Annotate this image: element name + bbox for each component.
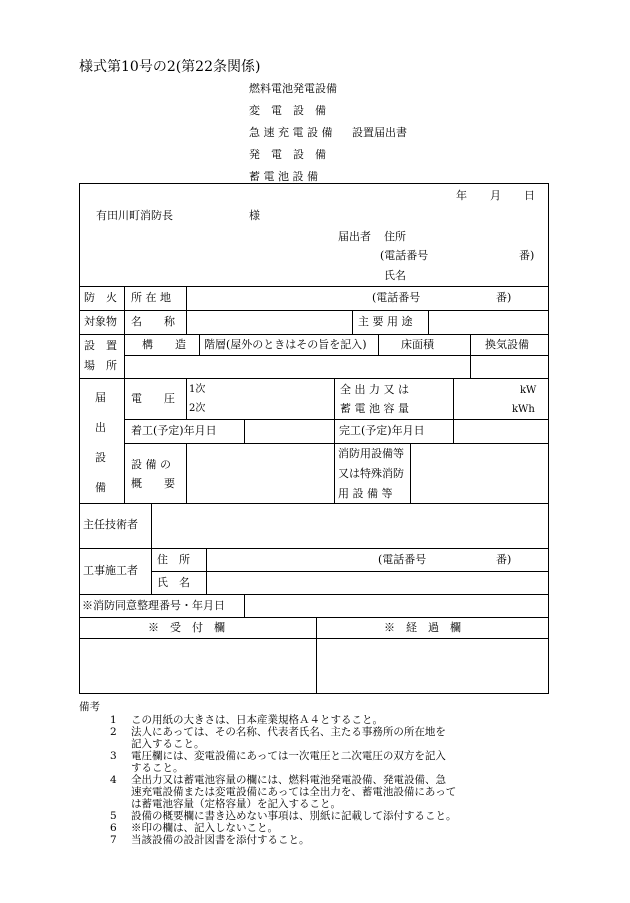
notes-list — [106, 714, 556, 846]
note-line: は蓄電池容量（定格容量）を記入すること。 — [131, 798, 341, 810]
note-line: 当該設備の設計図書を添付すること。 — [131, 834, 310, 846]
note-line: 設備の概要欄に書き込めない事項は、別紙に記載して添付すること。 — [131, 810, 457, 822]
title-type-battery: 蓄 電 池 設 備 — [249, 170, 318, 183]
applicant-label: 届出者 — [338, 230, 371, 243]
note-line: すること。 — [131, 762, 184, 774]
note-line: 速充電設備または変電設備にあっては全出力を、蓄電池設備にあって — [131, 786, 457, 798]
start-date-label: 着工(予定)年月日 — [131, 424, 217, 437]
equipment-label-char2: 出 — [95, 421, 106, 434]
note-item — [106, 750, 556, 774]
fire-equipment-label-line3: 用 設 備 等 — [338, 487, 393, 500]
primary-voltage-label: 1次 — [189, 384, 206, 395]
output-label: 全 出 力 又 は — [340, 383, 409, 396]
note-item — [106, 726, 556, 750]
note-line: 記入すること。 — [131, 738, 205, 750]
contractor-tel-label: (電話番号 — [378, 553, 427, 566]
note-number: 7 — [110, 834, 117, 846]
kwh-unit: kWh — [512, 404, 535, 415]
note-line: ※印の欄は、記入しないこと。 — [131, 822, 278, 834]
applicant-tel-label: (電話番号 — [380, 249, 429, 262]
voltage-label: 電 圧 — [131, 392, 175, 405]
equipment-label-char4: 備 — [95, 481, 106, 494]
battery-capacity-label: 蓄 電 池 容 量 — [340, 402, 409, 415]
title-type-generator: 発 電 設 備 — [249, 148, 326, 161]
contractor-tel-suffix: 番) — [496, 553, 512, 566]
ventilation-label: 換気設備 — [485, 338, 529, 351]
target-label-line1: 防 火 — [84, 291, 117, 304]
date-day: 日 — [524, 189, 535, 202]
target-label-line2: 対象物 — [84, 315, 117, 328]
install-place-label-line2: 場 所 — [84, 359, 117, 372]
addressee: 有田川町消防長 — [96, 209, 173, 222]
date-month: 月 — [490, 189, 501, 202]
note-line: 法人にあっては、その名称、代表者氏名、主たる事務所の所在地を — [131, 726, 446, 738]
title-type-substation: 変 電 設 備 — [249, 104, 326, 117]
contractor-name-label: 氏 名 — [157, 576, 190, 589]
summary-label-line1: 設 備 の — [131, 458, 171, 471]
contractor-label: 工事施工者 — [83, 564, 138, 577]
note-item — [106, 774, 556, 810]
consent-number-label: ※消防同意整理番号・年月日 — [82, 599, 225, 612]
floor-label: 階層(屋外のときはその旨を記入) — [204, 338, 367, 351]
note-number: 4 — [110, 774, 117, 786]
note-item — [106, 810, 556, 822]
note-line: この用紙の大きさは、日本産業規格Ａ４とすること。 — [131, 714, 383, 726]
kw-unit: kW — [520, 385, 537, 396]
location-label: 所 在 地 — [131, 291, 171, 304]
note-line: 全出力又は蓄電池容量の欄には、燃料電池発電設備、発電設備、急 — [131, 774, 446, 786]
fire-equipment-label-line1: 消防用設備等 — [338, 447, 404, 460]
fire-equipment-label-line2: 又は特殊消防 — [338, 467, 404, 480]
title-type-quick-charger: 急 速 充 電 設 備 — [249, 126, 333, 139]
note-item — [106, 834, 556, 846]
title-type-fuel-cell: 燃料電池発電設備 — [249, 82, 337, 95]
floor-area-label: 床面積 — [401, 338, 434, 351]
note-item — [106, 822, 556, 834]
note-item — [106, 714, 556, 726]
notes-heading: 備考 — [79, 701, 100, 713]
contractor-address-label: 住 所 — [157, 553, 190, 566]
secondary-voltage-label: 2次 — [189, 403, 206, 414]
addressee-honorific: 様 — [249, 209, 260, 222]
install-place-label-line1: 設 置 — [84, 339, 117, 352]
form-number: 様式第10号の2(第22条関係) — [79, 59, 261, 75]
note-number: 5 — [110, 810, 117, 822]
finish-date-label: 完工(予定)年月日 — [339, 424, 425, 437]
structure-label: 構 造 — [142, 338, 186, 351]
title-suffix: 設置届出書 — [352, 126, 407, 139]
location-tel-label: (電話番号 — [372, 291, 421, 304]
note-line: 電圧欄には、変電設備にあっては一次電圧と二次電圧の双方を記入 — [131, 750, 446, 762]
note-number: 1 — [110, 714, 117, 726]
location-tel-suffix: 番) — [496, 291, 512, 304]
date-year: 年 — [456, 189, 467, 202]
note-number: 2 — [110, 726, 117, 738]
applicant-address-label: 住所 — [384, 230, 406, 243]
equipment-label-char1: 届 — [95, 391, 106, 404]
equipment-label-char3: 設 — [95, 451, 106, 464]
progress-label: ※ 経 過 欄 — [384, 621, 461, 634]
target-name-label: 名 称 — [131, 315, 175, 328]
note-number: 6 — [110, 822, 117, 834]
summary-label-line2: 概 要 — [131, 477, 175, 490]
applicant-name-label: 氏名 — [384, 269, 406, 282]
main-use-label: 主 要 用 途 — [358, 315, 413, 328]
note-number: 3 — [110, 750, 117, 762]
applicant-tel-suffix: 番) — [519, 249, 535, 262]
chief-engineer-label: 主任技術者 — [83, 518, 138, 531]
receipt-label: ※ 受 付 欄 — [148, 621, 225, 634]
